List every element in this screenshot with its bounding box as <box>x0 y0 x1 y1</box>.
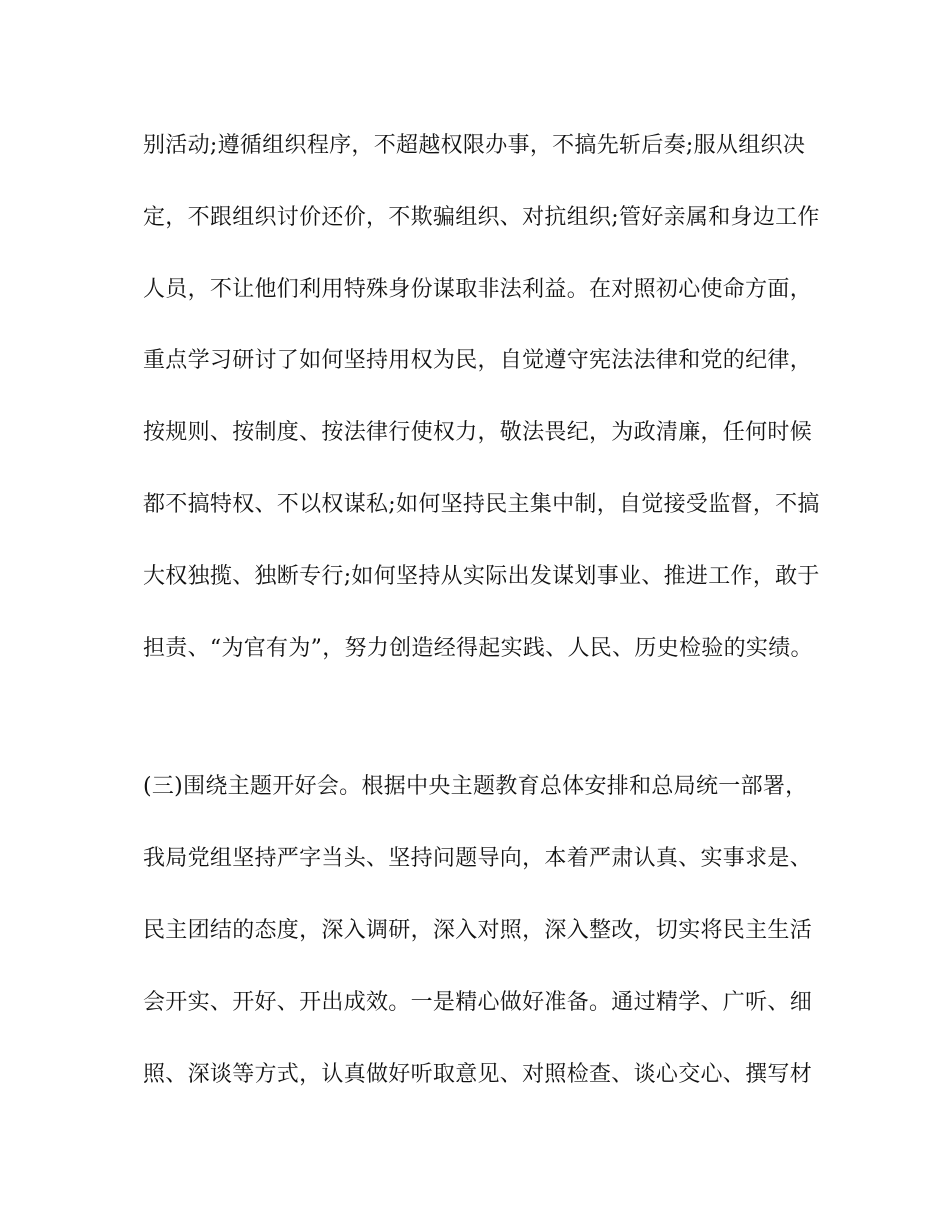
text-line: 重点学习研讨了如何坚持用权为民，自觉遵守宪法法律和党的纪律， <box>143 348 813 373</box>
text-line: 人员，不让他们利用特殊身份谋取非法利益。在对照初心使命方面， <box>143 277 813 302</box>
text-line: 担责、“为官有为”，努力创造经得起实践、人民、历史检验的实绩。 <box>143 636 813 661</box>
text-line: 别活动;遵循组织程序，不超越权限办事，不搞先斩后奏;服从组织决 <box>143 133 806 158</box>
text-line: 按规则、按制度、按法律行使权力，敬法畏纪，为政清廉，任何时候 <box>143 420 813 445</box>
text-line: 定，不跟组织讨价还价，不欺骗组织、对抗组织;管好亲属和身边工作 <box>143 205 820 230</box>
text-line: 会开实、开好、开出成效。一是精心做好准备。通过精学、广听、细 <box>143 990 813 1015</box>
text-line: 民主团结的态度，深入调研，深入对照，深入整改，切实将民主生活 <box>143 918 813 943</box>
text-line: 大权独揽、独断专行;如何坚持从实际出发谋划事业、推进工作，敢于 <box>143 564 820 589</box>
text-line: 都不搞特权、不以权谋私;如何坚持民主集中制，自觉接受监督，不搞 <box>143 492 820 517</box>
text-line: 我局党组坚持严字当头、坚持问题导向，本着严肃认真、实事求是、 <box>143 846 813 871</box>
text-line: 照、深谈等方式，认真做好听取意见、对照检查、谈心交心、撰写材 <box>143 1062 813 1087</box>
text-line: (三)围绕主题开好会。根据中央主题教育总体安排和总局统一部署， <box>143 774 808 799</box>
